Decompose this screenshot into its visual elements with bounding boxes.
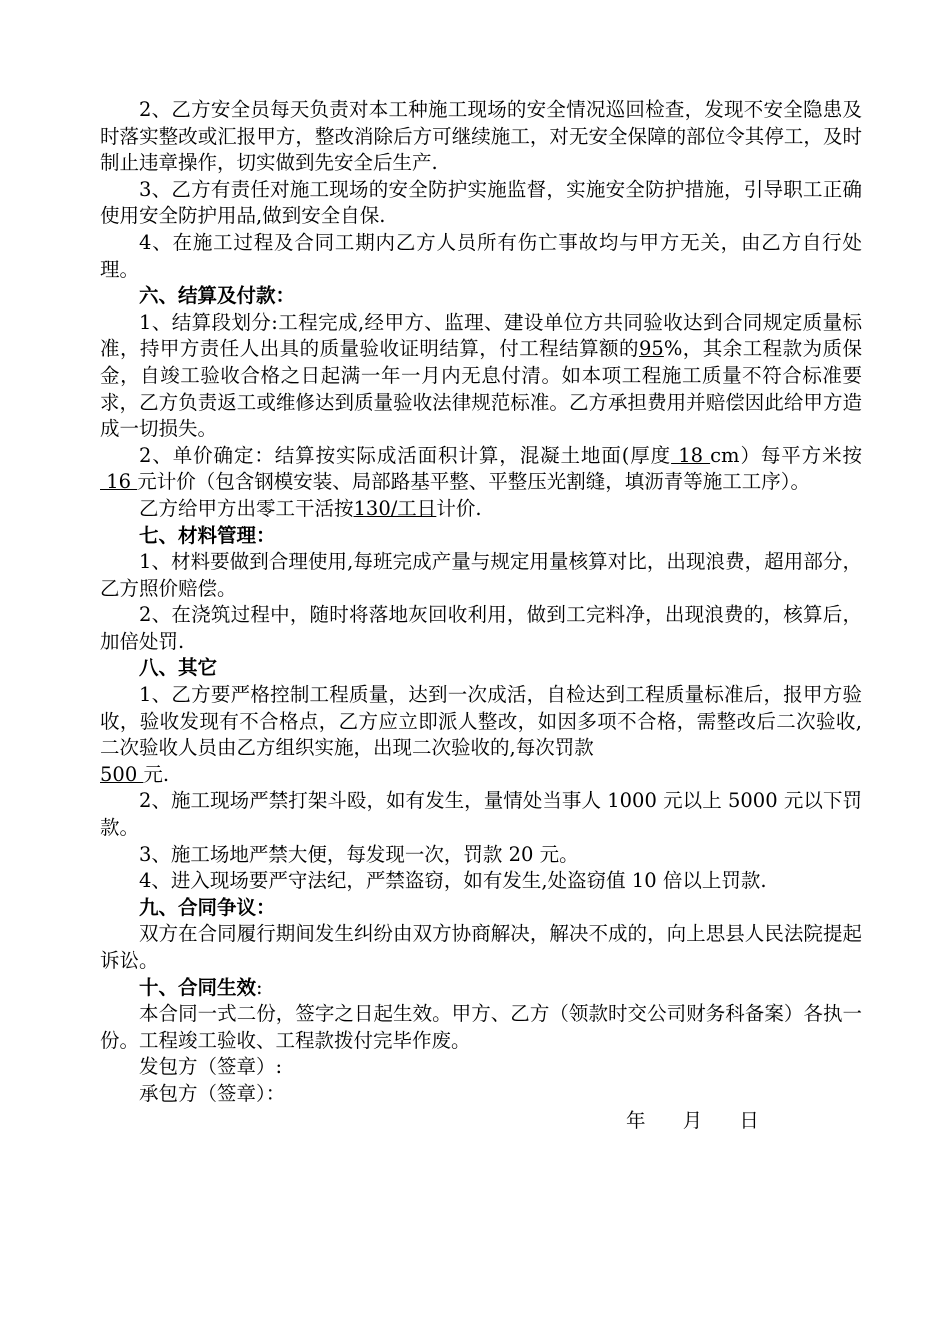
settlement-clause-1: [100, 310, 862, 443]
safety-clause-2: 2、乙方安全员每天负责对本工种施工现场的安全情况巡回检查，发现不安全隐患及时落实整改或汇报甲方，整改消除后方可继续施工，对无安全保障的部位令其停工，及时制止违章操作，切实做到先安全后生产.: [100, 98, 862, 175]
settlement-clause-2: [100, 443, 862, 496]
effective-clause: 本合同一式二份，签字之日起生效。甲方、乙方（领款时交公司财务科备案）各执一份。工程竣工验收、工程款拨付完毕作废。: [100, 1002, 862, 1052]
settlement-clause-2-text-c: 元计价（包含钢模安装、局部路基平整、平整压光割缝，填沥青等施工工序）。: [137, 470, 810, 494]
effective-heading-colon: :: [256, 975, 263, 999]
section-heading-settlement: 六、结算及付款：: [139, 284, 296, 308]
unit-price: 16: [100, 470, 138, 494]
other-clause-1: [100, 682, 862, 788]
settlement-clause-1-text-a: 1、结算段划分:工程完成,经甲方、监理、建设单位方共同验收达到合同规定质量标准，持甲方责任人出具的质量验收证明结算，付工程结算额的: [100, 310, 862, 361]
effective-heading-text: 十、合同生效: [139, 975, 257, 999]
other-clause-3: 3、施工场地严禁大便，每发现一次，罚款 20 元。: [139, 842, 579, 866]
date-line: 年 月 日: [626, 1108, 759, 1132]
document-page: [100, 97, 862, 1134]
concrete-thickness: 18: [671, 443, 711, 467]
other-clause-2: 2、施工现场严禁打架斗殴，如有发生，量情处当事人 1000 元以上 5000 元以下罚款。: [100, 789, 862, 840]
settlement-clause-2-text-a: 2、单价确定：结算按实际成活面积计算，混凝土地面(厚度: [139, 443, 672, 467]
settlement-clause-3: [100, 496, 862, 523]
dispute-clause: 双方在合同履行期间发生纠纷由双方协商解决，解决不成的，向上思县人民法院提起诉讼。: [100, 922, 862, 972]
settlement-clause-3-text-b: 计价.: [436, 496, 482, 520]
employer-signature-line: 发包方（签章）:: [139, 1055, 283, 1079]
section-heading-effective: [100, 975, 862, 1002]
section-heading-dispute: 九、合同争议：: [139, 895, 276, 919]
settlement-clause-1-text-b: %，其余工程款为质保金，自竣工验收合格之日起满一年一月内无息付清。如本项工程施工质量不符合标准要求，乙方负责返工或维修达到质量验收法律规范标准。乙方承担费用并赔偿因此给甲方造成一切损失。: [100, 337, 862, 441]
contractor-signature-line: 承包方（签章）：: [139, 1081, 286, 1105]
settlement-clause-3-text-a: 乙方给甲方出零工干活按: [139, 496, 354, 520]
other-clause-1-text-b: 元.: [143, 762, 170, 786]
other-clause-4: 4、进入现场要严守法纪，严禁盗窃，如有发生,处盗窃值 10 倍以上罚款.: [139, 869, 767, 893]
settlement-percent: 95: [638, 337, 664, 361]
daily-labor-rate: 130/工日: [353, 496, 437, 520]
settlement-clause-2-text-b: cm）每平方米按: [710, 443, 862, 467]
other-clause-1-text-a: 1、乙方要严格控制工程质量，达到一次成活，自检达到工程质量标准后，报甲方验收，验收发现有不合格点，乙方应立即派人整改，如因多项不合格，需整改后二次验收,二次验收人员由乙方组织实施，出现二次验收的,每次罚款: [100, 683, 862, 760]
materials-clause-1: 1、材料要做到合理使用,每班完成产量与规定用量核算对比，出现浪费，超用部分，乙方照价赔偿。: [100, 550, 862, 600]
safety-clause-4: 4、在施工过程及合同工期内乙方人员所有伤亡事故均与甲方无关，由乙方自行处理。: [100, 230, 862, 281]
section-heading-other: 八、其它: [139, 656, 218, 680]
materials-clause-2: 2、在浇筑过程中，随时将落地灰回收利用，做到工完料净，出现浪费的，核算后，加倍处罚.: [100, 603, 862, 653]
safety-clause-3: 3、乙方有责任对施工现场的安全防护实施监督，实施安全防护措施，引导职工正确使用安全防护用品,做到安全自保.: [100, 177, 862, 228]
fine-amount: 500: [100, 762, 144, 786]
section-heading-materials: 七、材料管理：: [139, 523, 276, 547]
